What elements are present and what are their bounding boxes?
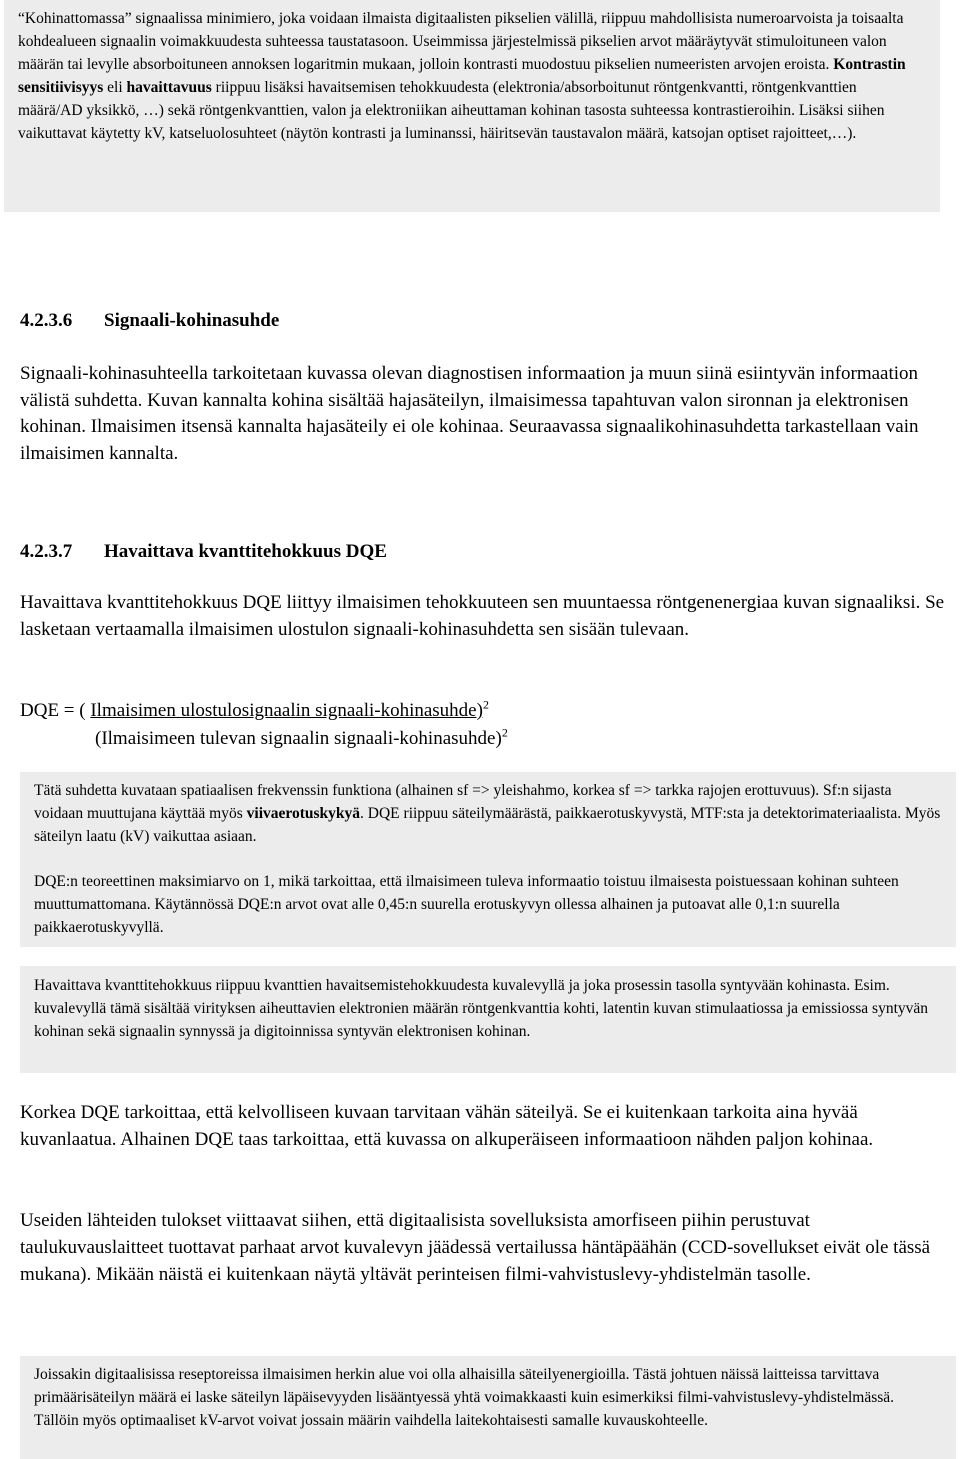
receptors-paragraph: Joissakin digitaalisissa reseptoreissa ilmaisimen herkin alue voi olla alhaisilla säteilyenergioilla. Tästä johtuen näissä laitteissa tarvittava primäärisäteilyn määrä ei laske säteilyn läpäisevyyden lisääntyessä yhtä voimakkaasti kuin esimerkiksi filmi-vahvistuslevy-yhdistelmässä. Tällöin myös optimaaliset kV-arvot voivat jossain määrin vaihdella laitekohtaisesti samalle kuvauskohteelle. — [34, 1366, 895, 1429]
results-paragraph: Useiden lähteiden tulokset viittaavat siihen, että digitaalisista sovelluksista amorfiseen piihin perustuvat taulukuvauslaitteet tuottavat parhaat arvot kuvalevyn jäädessä vertailussa häntäpäähän (CCD-sovellukset eivät ole tässä mukana). Mikään näistä ei kuitenkaan näytä yltävät perinteisen filmi-vahvistuslevy-yhdistelmän tasolle. — [20, 1210, 931, 1285]
note-box-dqe-frequency — [20, 772, 956, 947]
formula-lhs: DQE = ( — [20, 700, 91, 721]
formula-denominator-line — [20, 725, 508, 753]
dqe-quality-paragraph: Korkea DQE tarkoittaa, että kelvolliseen kuvaan tarvitaan vähän säteilyä. Se ei kuitenkaan tarkoita aina hyvää kuvanlaatua. Alhainen DQE taas tarkoittaa, että kuvassa on alkuperäiseen informaatioon nähden paljon kohinaa. — [20, 1102, 874, 1150]
formula-denominator: (Ilmaisimeen tulevan signaalin signaali-kohinasuhde) — [95, 728, 502, 749]
section-title: Havaittava kvanttitehokkuus DQE — [104, 541, 387, 562]
section-heading-dqe — [20, 541, 387, 563]
section-title: Signaali-kohinasuhde — [104, 310, 280, 331]
section-number: 4.2.3.6 — [20, 310, 73, 331]
quantum-efficiency-paragraph: Havaittava kvanttitehokkuus riippuu kvanttien havaitsemistehokkuudesta kuvalevyllä ja joka prosessin tasolla syntyvään kohinasta. Esim. kuvalevyllä tämä sisältää virityksen aiheuttavien elektronien määrän röntgenkvanttia kohti, latentin kuvan stimulaatiossa ja emissiossa syntyvän kohinan sekä signaalin synnyssä ja digitoinnissa syntyvän elektronisen kohinan. — [34, 977, 929, 1040]
frequency-text-2: . DQE riippuu säteilymäärästä, paikkaerotuskyvystä, MTF:sta ja detektorimateriaalista. Myös säteilyn laatu (kV) vaikuttaa asiaan. — [34, 805, 941, 845]
frequency-text-1: Tätä suhdetta kuvataan spatiaalisen frekvenssin funktiona (alhainen sf => yleishahmo, korkea sf => tarkka rajojen erottuvuus). Sf:n sijasta voidaan muuttujana käyttää myös — [34, 782, 892, 822]
snr-paragraph: Signaali-kohinasuhteella tarkoitetaan kuvassa olevan diagnostisen informaation ja muun siinä esiintyvän informaation välistä suhdetta. Kuvan kannalta kohina sisältää hajasäteilyn, ilmaisimessa tapahtuvan valon sironnan ja elektronisen kohinan. Ilmaisimen itsensä kannalta hajasäteily ei ole kohinaa. Seuraavassa signaalikohinasuhdetta tarkastellaan vain ilmaisimen kannalta. — [20, 363, 919, 464]
section-heading-snr — [20, 310, 279, 332]
contrast-paragraph — [18, 7, 924, 145]
dqe-maximum-paragraph: DQE:n teoreettinen maksimiarvo on 1, mikä tarkoittaa, että ilmaisimeen tuleva informaatio toistuu ilmaisesta poistuessaan kohinan suhteen muuttumattomana. Käytännössä DQE:n arvot ovat alle 0,45:n suurella erotuskyvyn ollessa alhainen ja putoavat alle 0,1:n suurella paikkaerotuskyvyllä. — [34, 873, 899, 936]
formula-numerator-line — [20, 697, 508, 725]
note-box-receptors — [20, 1356, 956, 1459]
formula-exponent: 2 — [501, 725, 508, 740]
contrast-sensitivity-term: Kontrastin sensitiivisyys — [18, 56, 906, 96]
note-box-quantum-efficiency — [20, 966, 956, 1073]
detectability-term: havaittavuus — [126, 79, 212, 96]
contrast-text-1: “Kohinattomassa” signaalissa minimiero, joka voidaan ilmaista digitaalisten pikselien välillä, riippuu mahdollisista numeroarvoista ja toisaalta kohdealueen signaalin voimakkuudesta suhteessa taustatasoon. Useimmissa järjestelmissä pikselien arvot määräytyvät stimuloituneen valon määrän tai levylle absorboituneen annoksen logaritmin mukaan, jolloin kontrasti muodostuu pikselien numeeristen arvojen eroista. — [18, 10, 904, 73]
contrast-text-3: riippuu lisäksi havaitsemisen tehokkuudesta (elektronia/absorboitunut röntgenkvantti, röntgenkvanttien määrä/AD yksikkö, …) sekä röntgenkvanttien, valon ja elektroniikan aiheuttaman kohinan tasosta suhteessa kontrastieroihin. Lisäksi siihen vaikuttavat käytetty kV, katseluolosuhteet (näytön kontrasti ja luminanssi, häiritsevän taustavalon määrä, katsojan optiset rajoitteet,…). — [18, 79, 885, 142]
formula-numerator: Ilmaisimen ulostulosignaalin signaali-kohinasuhde) — [90, 700, 483, 721]
dqe-formula — [20, 697, 508, 753]
frequency-paragraph — [34, 779, 942, 848]
section-number: 4.2.3.7 — [20, 541, 73, 562]
line-resolution-term: viivaerotuskykyä — [246, 805, 361, 822]
contrast-text-2: eli — [103, 79, 127, 96]
formula-exponent: 2 — [482, 697, 489, 712]
note-box-contrast — [4, 0, 940, 212]
dqe-paragraph: Havaittava kvanttitehokkuus DQE liittyy ilmaisimen tehokkuuteen sen muuntaessa röntgenenergiaa kuvan signaaliksi. Se lasketaan vertaamalla ilmaisimen ulostulon signaali-kohinasuhdetta sen sisään tulevaan. — [20, 592, 945, 640]
